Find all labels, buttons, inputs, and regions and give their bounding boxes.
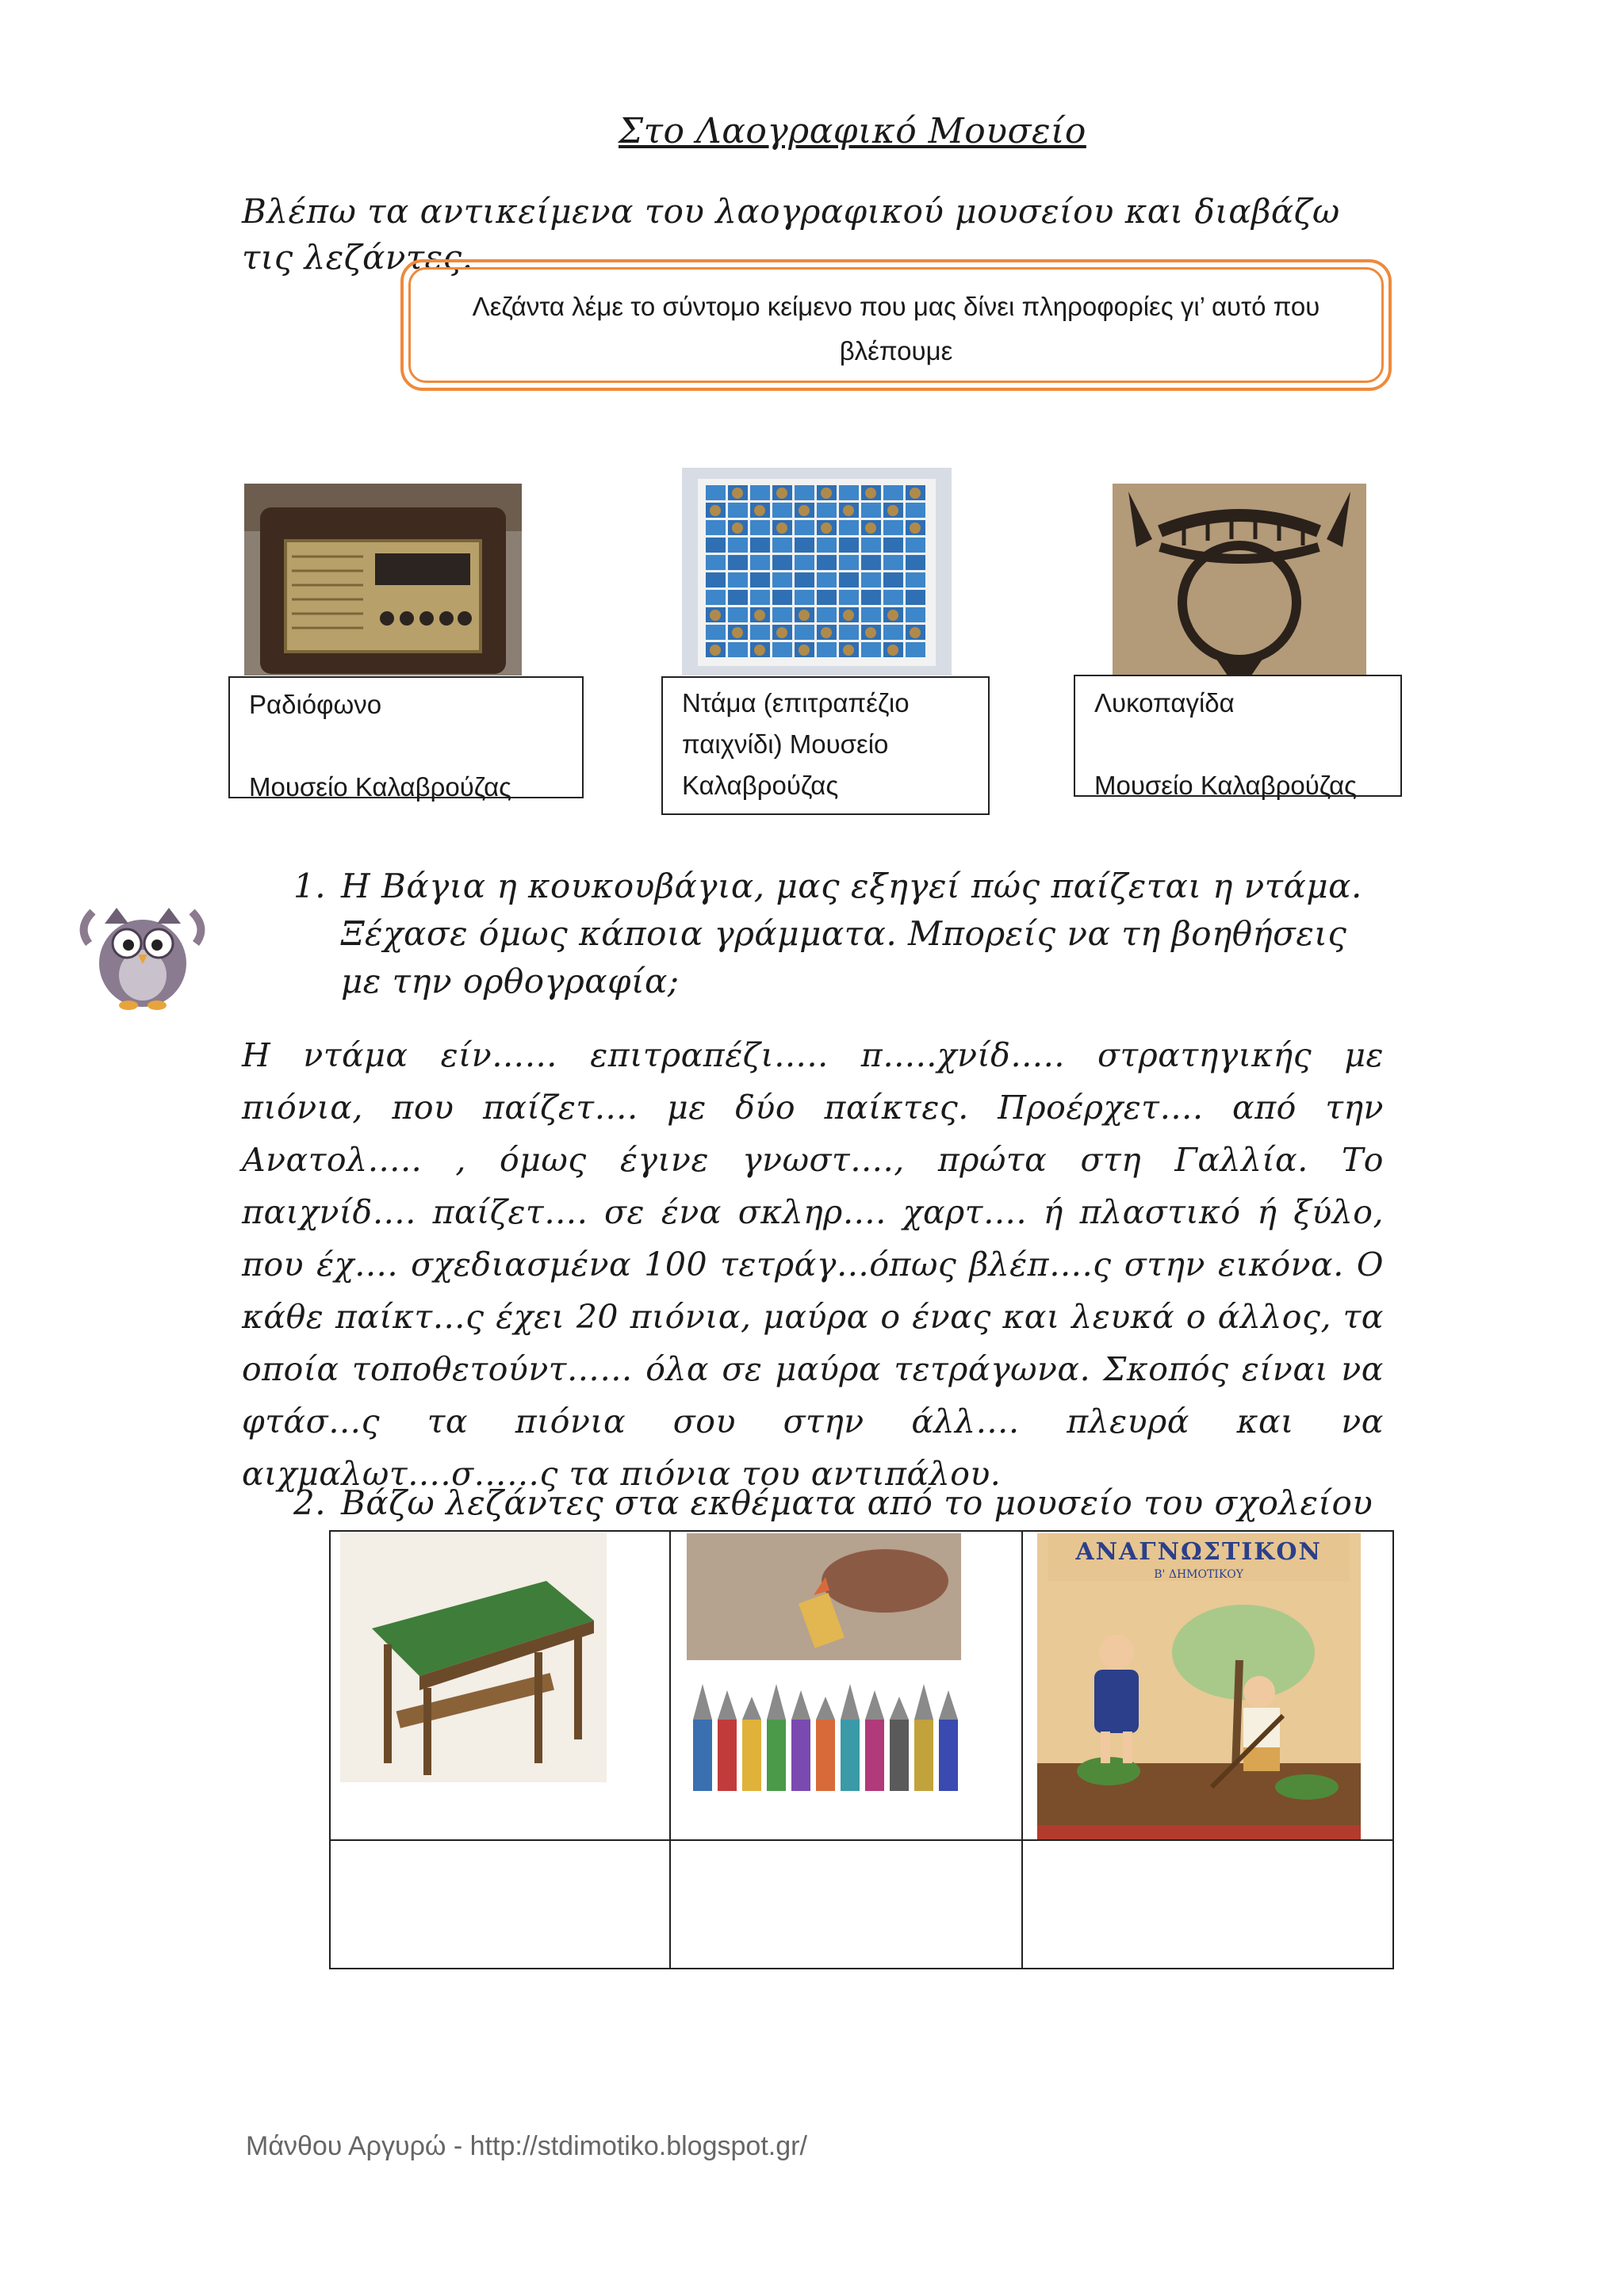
exhibit-caption-wolf-trap xyxy=(1074,675,1402,800)
caption-input-book[interactable] xyxy=(1022,1840,1393,1969)
wolf-trap-photo xyxy=(1113,484,1366,675)
pencils-cell xyxy=(670,1531,1022,1840)
caption-input-desk[interactable] xyxy=(330,1840,670,1969)
question-1-text: Η Βάγια η κουκουβάγια, μας εξηγεί πώς παίζεται η ντάμα. Ξέχασε όμως κάποια γράμματα. Μπορείς να τη βοηθήσεις με την ορθογραφία; xyxy=(341,867,1362,1001)
definition-text: Λεζάντα λέμε το σύντομο κείμενο που μας δίνει πληροφορίες γι’ αυτό που βλέπουμε xyxy=(472,292,1320,365)
caption-input-pencils[interactable] xyxy=(670,1840,1022,1969)
reader-book-cell xyxy=(1022,1531,1393,1840)
exhibit-caption-radio xyxy=(228,676,584,802)
caption-text: Ραδιόφωνο Μουσείο Καλαβρούζας xyxy=(249,690,512,802)
radio-photo xyxy=(244,484,522,675)
book-title: ΑΝΑΓΝΩΣΤΙΚΟΝ xyxy=(1075,1538,1322,1566)
page-title: Στο Λαογραφικό Μουσείο xyxy=(619,111,1086,151)
school-desk-photo xyxy=(340,1533,607,1782)
reader-book-photo xyxy=(1037,1533,1361,1839)
draughts-board-photo xyxy=(682,468,952,675)
intro-text: Βλέπω τα αντικείμενα του λαογραφικού μουσείου και διαβάζω τις λεζάντες. xyxy=(242,192,1340,277)
question-1-number: 1. xyxy=(293,867,327,905)
carved-pencils-photo xyxy=(687,1533,961,1795)
question-2-number: 2. xyxy=(293,1483,327,1522)
caption-text: Ντάμα (επιτραπέζιο παιχνίδι) Μουσείο Καλαβρούζας xyxy=(682,688,910,800)
exercise-paragraph: Η ντάμα είν…… επιτραπέζι….. π…..χνίδ….. στρατηγικής με πιόνια, που παίζετ…. με δύο παίκτες. Προέρχετ…. από την Ανατολ….. , όμως έγινε γνωστ…., πρώτα στη Γαλλία. Το παιχνίδ…. παίζετ…. σε ένα σκληρ…. χαρτ…. ή πλαστικό ή ξύλο, που έχ…. σχεδιασμένα 100 τετράγ…όπως βλέπ….ς στην εικόνα. Ο κάθε παίκτ…ς έχει 20 πιόνια, μαύρα ο ένας και λευκά ο άλλος, τα οποία τοποθετούντ…… όλα σε μαύρα τετράγωνα. Σκοπός είναι να φτάσ…ς τα πιόνια σου στην άλλ…. πλευρά και να αιχμαλωτ….σ……ς τα πιόνια του αντιπάλου. xyxy=(242,1036,1384,1493)
definition-box xyxy=(400,259,1392,391)
question-2-text: Βάζω λεζάντες στα εκθέματα από το μουσείο του σχολείου xyxy=(341,1483,1373,1522)
school-exhibits-table xyxy=(329,1530,1394,1969)
book-subtitle: Β' ΔΗΜΟΤΙΚΟΥ xyxy=(1154,1568,1244,1581)
footer-credit: Μάνθου Αργυρώ - http://stdimotiko.blogspot.gr/ xyxy=(246,2131,807,2161)
school-desk-cell xyxy=(330,1531,670,1840)
exhibit-caption-draughts xyxy=(661,676,990,815)
caption-text: Λυκοπαγίδα Μουσείο Καλαβρούζας xyxy=(1094,688,1358,800)
owl-icon xyxy=(73,896,212,1013)
